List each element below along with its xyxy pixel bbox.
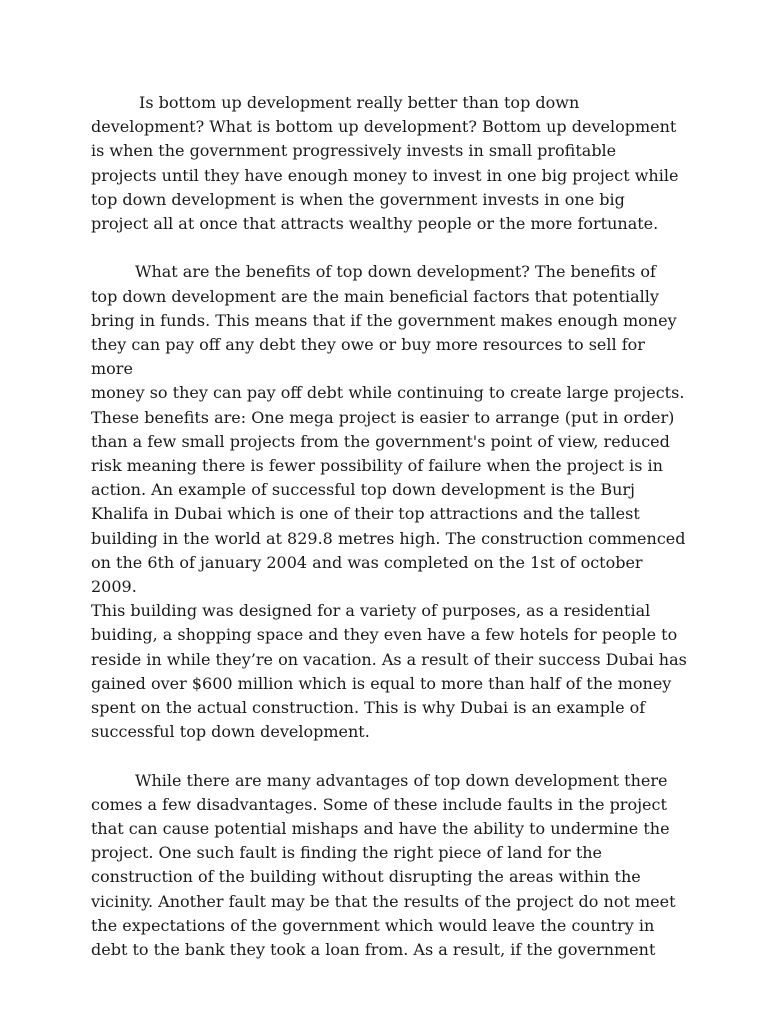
- paragraph-2: What are the benefits of top down development? The benefits of top down development are the main beneficial factors that potentially bring in funds. This means that if the government makes enough money they can pay off any debt they owe or buy more resources to sell for more money so they can pay off debt while continuing to create large projects. These benefits are: One mega project is easier to arrange (put in order) than a few small projects from the government's point of view, reduced risk meaning there is fewer possibility of failure when the project is in action. An example of successful top down development is the Burj Khalifa in Dubai which is one of their top attractions and the tallest building in the world at 829.8 metres high. The construction commenced on the 6th of january 2004 and was completed on the 1st of october 2009. This building was designed for a variety of purposes, as a residential buiding, a shopping space and they even have a few hotels for people to reside in while they’re on vacation. As a result of their success Dubai has gained over $600 million which is equal to more than half of the money spent on the actual construction. This is why Dubai is an example of successful top down development.: [91, 262, 687, 742]
- paragraph-1: Is bottom up development really better than top down development? What is bottom up development? Bottom up development is when the government progressively invests in small profitable projects until they have enough money to invest in one big project while top down development is when the government invests in one big project all at once that attracts wealthy people or the more fortunate.: [91, 93, 679, 234]
- paragraph-3: While there are many advantages of top down development there comes a few disadvantages. Some of these include faults in the project that can cause potential mishaps and have the ability to undermine the project. One such fault is finding the right piece of land for the construction of the building without disrupting the areas within the vicinity. Another fault may be that the results of the project do not meet the expectations of the government which would leave the country in debt to the bank they took a loan from. As a result, if the government: [91, 770, 676, 960]
- document-body: [91, 91, 691, 986]
